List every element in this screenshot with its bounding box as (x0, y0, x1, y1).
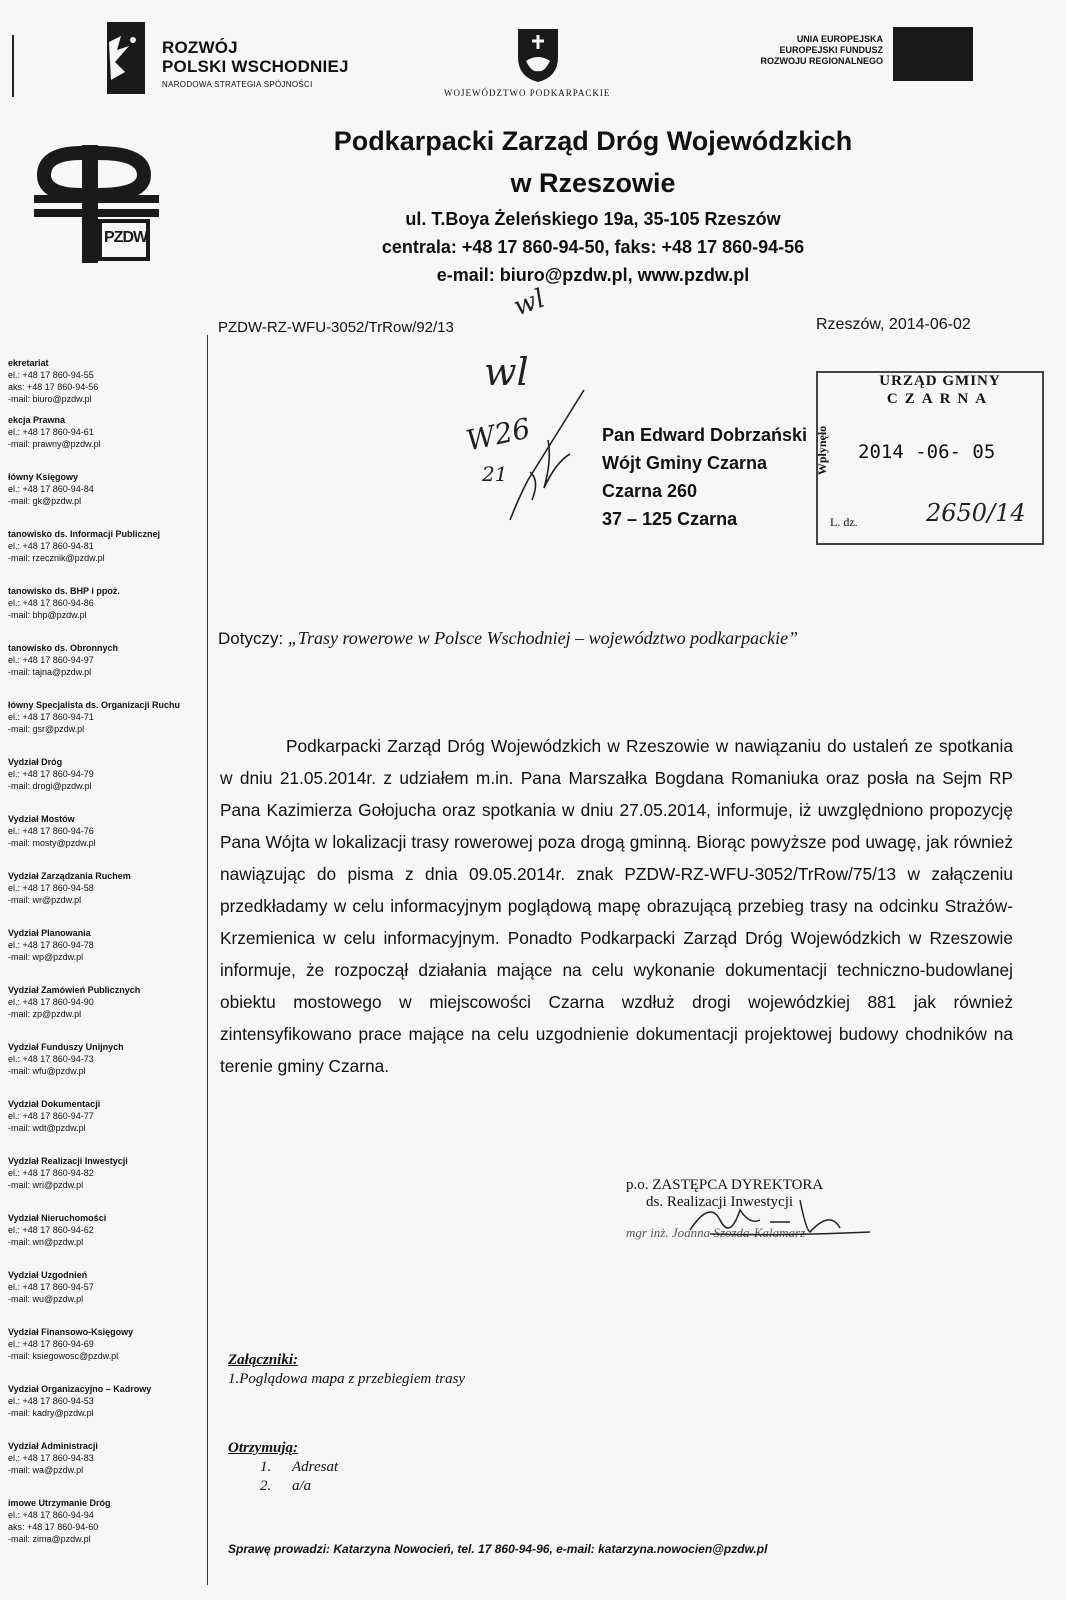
sidebar-entry (8, 984, 208, 1041)
stamp-date: 2014 -06- 05 (858, 441, 996, 463)
sidebar-entry-name: ekcja Prawna (8, 415, 66, 425)
sidebar-entry (8, 1155, 208, 1212)
sidebar-entry-line: aks: +48 17 860-94-60 (8, 1522, 99, 1532)
rpw-subtitle: NARODOWA STRATEGIA SPÓJNOŚCI (162, 80, 313, 89)
sidebar-entry-line: -mail: kadry@pzdw.pl (8, 1408, 94, 1418)
handwritten-mark: W26 (463, 411, 534, 458)
stamp-ldz-value: 2650/14 (926, 499, 1026, 527)
sidebar-entry (8, 927, 208, 984)
eu-line2: EUROPEJSKI FUNDUSZ (779, 45, 883, 55)
recipient-item-num: 2. (260, 1478, 272, 1494)
sidebar-entry-line: el.: +48 17 860-94-81 (8, 541, 94, 551)
sidebar-entry-name: ekretariat (8, 358, 49, 368)
voivodeship-label: WOJEWÓDZTWO PODKARPACKIE (444, 88, 611, 98)
eu-text (720, 34, 883, 67)
sidebar-entry-line: -mail: prawny@pzdw.pl (8, 439, 101, 449)
reference-number: PZDW-RZ-WFU-3052/TrRow/92/13 (218, 319, 454, 336)
place-date: Rzeszów, 2014-06-02 (816, 316, 971, 333)
sidebar-entry-line: el.: +48 17 860-94-57 (8, 1282, 94, 1292)
sidebar-entry-line: -mail: gsr@pzdw.pl (8, 724, 85, 734)
rpw-title (162, 38, 349, 76)
org-address: ul. T.Boya Żeleńskiego 19a, 35-105 Rzeszów (405, 209, 781, 229)
sidebar-entry (8, 1098, 208, 1155)
handwritten-signature (680, 1190, 880, 1250)
subject-text: „Trasy rowerowe w Polsce Wschodniej – województwo podkarpackie” (287, 628, 799, 648)
sidebar-entry-line: el.: +48 17 860-94-62 (8, 1225, 94, 1235)
sidebar-entry-name: imowe Utrzymanie Dróg (8, 1498, 111, 1508)
sidebar-entry-name: Vydział Funduszy Unijnych (8, 1042, 124, 1052)
sidebar-entry-name: łówny Specjalista ds. Organizacji Ruchu (8, 700, 181, 710)
recipient-item-text: Adresat (292, 1459, 339, 1475)
stamp-side-label: Wpłynęło (815, 425, 830, 476)
eu-flag (893, 27, 973, 81)
sidebar-entry-name: Vydział Nieruchomości (8, 1213, 107, 1223)
stamp-title2: CZARNA (886, 391, 994, 407)
sidebar-entry (8, 585, 208, 642)
rpw-line1: ROZWÓJ (162, 38, 238, 57)
eu-line3: ROZWOJU REGIONALNEGO (760, 56, 883, 66)
margin-mark (12, 35, 14, 97)
recipient-title: Wójt Gminy Czarna (602, 453, 768, 473)
eu-line1: UNIA EUROPEJSKA (796, 34, 883, 44)
recipient-item (260, 1478, 338, 1495)
sidebar-entry-line: -mail: tajna@pzdw.pl (8, 667, 92, 677)
sidebar-entry-line: -mail: bhp@pzdw.pl (8, 610, 87, 620)
sidebar-entry-line: aks: +48 17 860-94-56 (8, 382, 99, 392)
recipient-city: 37 – 125 Czarna (602, 509, 738, 529)
handwritten-mark: wl (484, 350, 529, 394)
handwritten-mark: 21 (482, 462, 508, 486)
sidebar-entry-line: el.: +48 17 860-94-82 (8, 1168, 94, 1178)
rpw-logo-icon (103, 22, 151, 94)
sidebar-entry (8, 1440, 208, 1497)
rpw-logo (103, 22, 151, 99)
sidebar-entry-line: -mail: wr@pzdw.pl (8, 895, 82, 905)
sidebar-entry-line: -mail: biuro@pzdw.pl (8, 394, 92, 404)
attachment-item: 1.Poglądowa mapa z przebiegiem trasy (228, 1371, 466, 1387)
sidebar-entry-name: Vydział Realizacji Inwestycji (8, 1156, 128, 1166)
sidebar-entry-line: el.: +48 17 860-94-83 (8, 1453, 94, 1463)
sidebar-entry (8, 528, 208, 585)
sidebar-entry (8, 1497, 208, 1554)
sidebar-entry (8, 642, 208, 699)
sidebar-entry-line: -mail: mosty@pzdw.pl (8, 838, 96, 848)
sidebar-entry (8, 756, 208, 813)
sidebar-entry-name: Vydział Dokumentacji (8, 1099, 101, 1109)
sidebar-entry-line: -mail: drogi@pzdw.pl (8, 781, 92, 791)
crest (516, 27, 560, 88)
letter-body: Podkarpacki Zarząd Dróg Wojewódzkich w Rzeszowie w nawiązaniu do ustaleń ze spotkania w dniu 21.05.2014r. z udziałem m.in. Pana Marszałka Bogdana Romaniuka oraz posła na Sejm RP Pana Kazimierza Gołojucha oraz spotkania w dniu 27.05.2014, informuje, iż uwzględniono propozycję Pana Wójta w lokalizacji trasy rowerowej poza drogą gminną. Biorąc powyższe pod uwagę, jak również nawiązując do pisma z dnia 09.05.2014r. znak PZDW-RZ-WFU-3052/TrRow/75/13 w załączeniu przedkładamy w celu informacyjnym poglądową mapę obrazującą przebieg trasy na odcinku Strażów-Krzemienica w celu informacyjnym. Ponadto Podkarpacki Zarząd Dróg Wojewódzkich w Rzeszowie informuje, że rozpoczął działania mające na celu wykonanie dokumentacji techniczno-budowlanej obiektu mostowego w miejscowości Czarna wzdłuż drogi wojewódzkiej 881 jak również zintensyfikowano prace mające na celu uzgodnienie dokumentacji projektowej budowy chodników na terenie gminy Czarna. (220, 736, 1013, 1076)
sidebar-entry (8, 1041, 208, 1098)
sidebar-entry-name: Vydział Mostów (8, 814, 75, 824)
crest-icon (516, 27, 560, 83)
handwritten-stroke (460, 380, 600, 530)
recipient-block (602, 421, 807, 533)
attachments (228, 1352, 465, 1388)
sidebar-entry-name: Vydział Organizacyjno – Kadrowy (8, 1384, 152, 1394)
subject-label: Dotyczy: (218, 629, 284, 648)
recipient-street: Czarna 260 (602, 481, 698, 501)
sidebar-entry-line: -mail: wdt@pzdw.pl (8, 1123, 86, 1133)
recipient-item-text: a/a (292, 1478, 312, 1494)
sidebar-entry-line: -mail: wa@pzdw.pl (8, 1465, 84, 1475)
recipient-item-num: 1. (260, 1459, 272, 1475)
stamp-title1: URZĄD GMINY (879, 373, 1001, 389)
sidebar-entry-name: łówny Księgowy (8, 472, 79, 482)
sidebar-entry-line: el.: +48 17 860-94-61 (8, 427, 94, 437)
sidebar-entry-line: el.: +48 17 860-94-58 (8, 883, 94, 893)
sidebar-entry-line: el.: +48 17 860-94-79 (8, 769, 94, 779)
sidebar-entry-line: -mail: zima@pzdw.pl (8, 1534, 91, 1544)
sidebar (8, 357, 208, 1554)
sidebar-entry (8, 699, 208, 756)
attachments-label: Załączniki: (228, 1352, 298, 1368)
sidebar-entry-name: Vydział Planowania (8, 928, 91, 938)
signature-dept: ds. Realizacji Inwestycji (646, 1194, 794, 1210)
sidebar-entry-line: el.: +48 17 860-94-71 (8, 712, 94, 722)
sidebar-entry-line: -mail: gk@pzdw.pl (8, 496, 82, 506)
sidebar-entry-line: -mail: wp@pzdw.pl (8, 952, 84, 962)
sidebar-entry-name: tanowisko ds. Obronnych (8, 643, 119, 653)
sidebar-entry-line: -mail: ksiegowosc@pzdw.pl (8, 1351, 119, 1361)
sidebar-entry (8, 357, 208, 414)
sidebar-entry-name: Vydział Zarządzania Ruchem (8, 871, 131, 881)
signature-title: p.o. ZASTĘPCA DYREKTORA (626, 1177, 824, 1193)
sidebar-entry (8, 414, 208, 471)
sidebar-entry-line: -mail: rzecznik@pzdw.pl (8, 553, 105, 563)
sidebar-entry-line: el.: +48 17 860-94-97 (8, 655, 94, 665)
sidebar-entry-line: el.: +48 17 860-94-76 (8, 826, 94, 836)
sidebar-entry-line: el.: +48 17 860-94-73 (8, 1054, 94, 1064)
sidebar-entry-line: el.: +48 17 860-94-69 (8, 1339, 94, 1349)
stamp-ldz-label: L. dz. (830, 515, 858, 529)
footer-contact: Sprawę prowadzi: Katarzyna Nowocień, tel. 17 860-94-96, e-mail: katarzyna.nowocien@pzdw.pl (228, 1542, 768, 1556)
sidebar-entry-name: tanowisko ds. BHP i ppoż. (8, 586, 120, 596)
subject-line (218, 628, 798, 649)
sidebar-entry-line: el.: +48 17 860-94-94 (8, 1510, 94, 1520)
org-email: e-mail: biuro@pzdw.pl, www.pzdw.pl (436, 265, 750, 285)
sidebar-entry-name: Vydział Administracji (8, 1441, 98, 1451)
recipient-item (260, 1459, 338, 1476)
sidebar-entry (8, 471, 208, 528)
sidebar-entry-name: tanowisko ds. Informacji Publicznej (8, 529, 161, 539)
recipient-name: Pan Edward Dobrzański (602, 425, 808, 445)
sidebar-entry (8, 870, 208, 927)
receipt-stamp (816, 371, 1044, 545)
sidebar-entry (8, 1269, 208, 1326)
sidebar-entry-line: -mail: wri@pzdw.pl (8, 1180, 84, 1190)
sidebar-entry-line: el.: +48 17 860-94-84 (8, 484, 94, 494)
org-name-line2: w Rzeszowie (510, 168, 676, 198)
sidebar-entry-line: -mail: wfu@pzdw.pl (8, 1066, 86, 1076)
sidebar-entry-name: Vydział Dróg (8, 757, 63, 767)
sidebar-entry-line: el.: +48 17 860-94-77 (8, 1111, 94, 1121)
sidebar-entry-name: Vydział Zamówień Publicznych (8, 985, 141, 995)
sidebar-entry-line: el.: +48 17 860-94-90 (8, 997, 94, 1007)
sidebar-entry-line: -mail: zp@pzdw.pl (8, 1009, 82, 1019)
signature-name: mgr inż. Joanna Szozda-Kalamarz (626, 1225, 806, 1240)
sidebar-entry-line: el.: +48 17 860-94-78 (8, 940, 94, 950)
pzdw-logo-text: PZDW (104, 229, 148, 246)
sidebar-entry-line: el.: +48 17 860-94-86 (8, 598, 94, 608)
recipients-list (228, 1440, 338, 1495)
sidebar-entry-name: Vydział Uzgodnień (8, 1270, 88, 1280)
org-name-line1: Podkarpacki Zarząd Dróg Wojewódzkich (333, 126, 853, 156)
sidebar-entry-name: Vydział Finansowo-Księgowy (8, 1327, 134, 1337)
rpw-line2: POLSKI WSCHODNIEJ (162, 57, 349, 76)
org-phone: centrala: +48 17 860-94-50, faks: +48 17 860-94-56 (381, 237, 805, 257)
sidebar-entry (8, 1326, 208, 1383)
sidebar-entry-line: el.: +48 17 860-94-53 (8, 1396, 94, 1406)
sidebar-entry (8, 1212, 208, 1269)
sidebar-entry (8, 813, 208, 870)
sidebar-entry-line: -mail: wu@pzdw.pl (8, 1294, 84, 1304)
handwritten-mark: wl (509, 283, 549, 323)
sidebar-entry-line: el.: +48 17 860-94-55 (8, 370, 94, 380)
sidebar-entry (8, 1383, 208, 1440)
recipients-label: Otrzymują: (228, 1440, 299, 1456)
sidebar-entry-line: -mail: wn@pzdw.pl (8, 1237, 84, 1247)
